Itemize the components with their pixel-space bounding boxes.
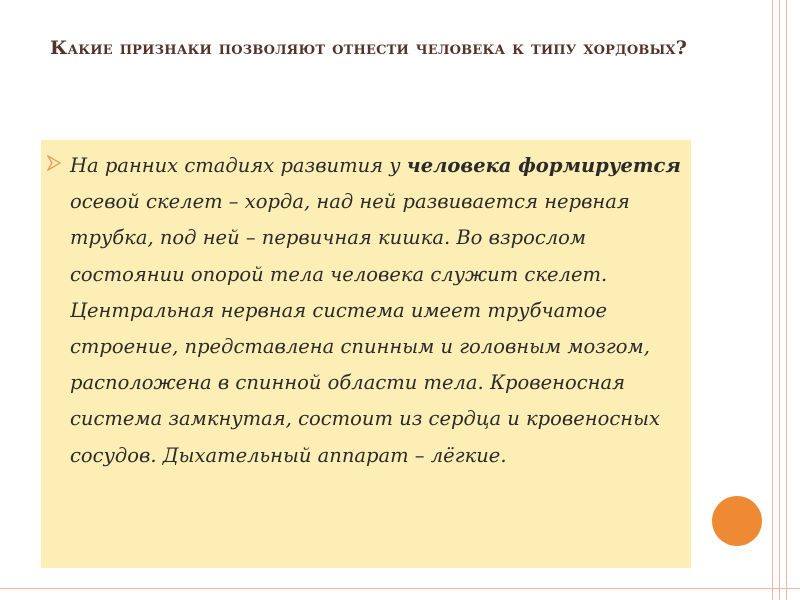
frame-line-outer: [772, 0, 773, 600]
slide-title: Какие признаки позволяют отнести человека к типу хордовых?: [50, 37, 688, 59]
accent-circle: [712, 496, 762, 546]
bullet-text-bold: человека формируется: [406, 154, 681, 177]
bullet-text: [70, 148, 685, 474]
frame-line-inner: [779, 0, 780, 600]
bullet-shape-icon: [47, 155, 61, 171]
frame-bottom-line: [0, 588, 800, 589]
bullet-text-before: На ранних стадиях развития у: [70, 154, 407, 177]
frame-line-edge: [786, 0, 787, 600]
diamond-outline-bullet-icon: [44, 155, 64, 177]
bullet-text-after: осевой скелет – хорда, над ней развивается нервная трубка, под ней – первичная кишка. Во взрослом состоянии опорой тела человека служит скелет. Центральная нервная система имеет трубчатое строение, представлена спинным и головным мозгом, расположена в спинной области тела. Кровеносная система замкнутая, состоит из сердца и кровеносных сосудов. Дыхательный аппарат – лёгкие.: [70, 190, 661, 467]
